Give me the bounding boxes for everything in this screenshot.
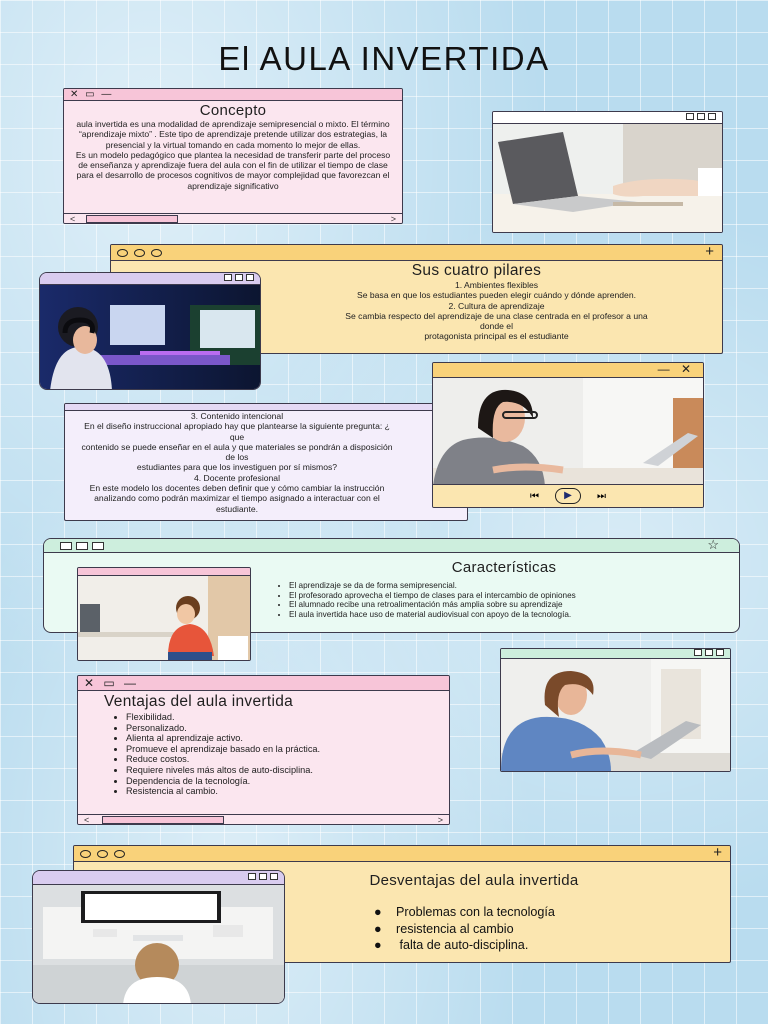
concepto-text-2: Es un modelo pedagógico que plantea la necesidad de transferir parte del proceso de enseñanza y aprendizaje fuera del aula con el fin de utilizar el tiempo de clase para el desarrollo de procesos cognitivos de mayor complejidad que favorezcan el aprendizaje significativo	[75, 149, 391, 191]
close-icon[interactable]	[708, 113, 716, 120]
plus-icon[interactable]: +	[705, 244, 714, 260]
scroll-right-icon[interactable]: >	[390, 213, 396, 224]
caracteristicas-list	[271, 581, 719, 619]
maximize-icon[interactable]	[705, 649, 713, 656]
bullet-icon: ●	[374, 938, 382, 952]
video-window	[432, 362, 704, 508]
pilares2-line: En el diseño instruccional apropiado hay que plantearse la siguiente pregunta: ¿ que	[84, 421, 390, 442]
concepto-text-1: aula invertida es una modalidad de aprendizaje semipresencial o mixto. El término “aprendizaje mixto” . Este tipo de aprendizaje pretende utilizar dos estrategias, la presencial y la virtual tomando en cada momento lo mejor de ellas.	[76, 119, 390, 150]
photo-window-boy	[77, 567, 251, 661]
photo-titlebar	[501, 649, 730, 659]
maximize-icon[interactable]	[697, 113, 705, 120]
pilares2-line: 3. Contenido intencional	[190, 411, 284, 421]
photo-window-gamer	[39, 272, 261, 390]
concepto-titlebar	[64, 89, 402, 101]
pilares-line: Se cambia respecto del aprendizaje de una clase centrada en el profesor a una donde el	[345, 310, 648, 332]
pilares2-line: estudiantes para que los investiguen por sí mismos?	[136, 462, 338, 473]
list-item: ● resistencia al cambio	[374, 921, 514, 936]
pilares-line: 1. Ambientes flexibles	[454, 280, 539, 290]
list-item: • El aprendizaje se da de forma semipresencial.	[289, 581, 719, 591]
maximize-icon[interactable]	[235, 274, 243, 281]
ventajas-list	[108, 712, 366, 797]
list-item: ● Problemas con la tecnología	[374, 905, 555, 919]
gamer-kid-photo	[40, 285, 261, 390]
list-item: ● falta de auto-disciplina.	[374, 938, 529, 952]
scroll-right-icon[interactable]: >	[437, 814, 443, 825]
window-controls-icon[interactable]: ✕ ▭ —	[70, 89, 114, 100]
list-item: • Dependencia de la tecnología.	[126, 776, 366, 787]
child-computer-photo	[33, 885, 285, 1004]
circle-icon[interactable]	[97, 850, 108, 858]
photo-titlebar	[493, 112, 722, 124]
list-item: • Flexibilidad.	[126, 712, 366, 723]
caracteristicas-heading: Características	[451, 559, 557, 576]
caracteristicas-titlebar	[44, 539, 739, 553]
close-icon[interactable]	[246, 274, 254, 281]
scroll-thumb[interactable]	[86, 215, 178, 223]
list-item: • Resistencia al cambio.	[126, 786, 366, 797]
ventajas-heading: Ventajas del aula invertida	[104, 693, 294, 710]
pilares2-titlebar	[65, 404, 467, 411]
video-controls	[433, 484, 703, 507]
desventajas-heading: Desventajas del aula invertida	[369, 872, 579, 889]
window-controls-icon[interactable]: — ✕	[657, 362, 695, 376]
scroll-left-icon[interactable]: <	[70, 213, 76, 224]
maximize-icon[interactable]	[259, 873, 267, 880]
scroll-left-icon[interactable]: <	[84, 814, 90, 825]
circle-icon[interactable]	[151, 249, 162, 257]
minimize-icon[interactable]	[686, 113, 694, 120]
circle-icon[interactable]	[114, 850, 125, 858]
pilares2-line: 4. Docente profesional	[194, 472, 280, 483]
play-icon[interactable]: ▶	[555, 488, 581, 504]
photo-window-laptop	[492, 111, 723, 233]
scroll-thumb[interactable]	[102, 816, 224, 824]
list-item: • Reduce costos.	[126, 754, 366, 765]
pilares-heading: Sus cuatro pilares	[411, 262, 542, 279]
minimize-icon[interactable]	[694, 649, 702, 656]
ventajas-titlebar	[78, 676, 449, 691]
pilares-line: 2. Cultura de aprendizaje	[448, 300, 545, 311]
pilares2-window	[64, 403, 468, 521]
minimize-icon[interactable]	[92, 542, 104, 550]
pilares-line: Se basa en que los estudiantes pueden elegir cuándo y dónde aprenden.	[356, 290, 637, 301]
concepto-window	[63, 88, 403, 224]
bullet-icon: ●	[374, 905, 382, 919]
bullet-icon: ●	[374, 921, 382, 936]
woman-writing-photo	[501, 659, 731, 771]
pilares2-line: contenido se puede enseñar en el aula y que materiales se pondrán a disposición de los	[81, 441, 393, 463]
list-item: • El profesorado aprovecha el tiempo de clases para el intercambio de opiniones	[289, 591, 719, 601]
photo-titlebar	[33, 871, 284, 885]
photo-titlebar	[78, 568, 250, 576]
maximize-icon[interactable]	[76, 542, 88, 550]
concepto-scrollbar[interactable]	[64, 213, 402, 223]
close-icon[interactable]	[270, 873, 278, 880]
list-item: • El aula invertida hace uso de material audiovisual con apoyo de la tecnología.	[289, 610, 719, 620]
pilares-line: protagonista principal es el estudiante	[424, 331, 569, 342]
page-title: El AULA INVERTIDA	[218, 40, 550, 77]
window-controls-icon[interactable]: ✕ ▭ —	[84, 676, 140, 690]
pilares2-line: En este modelo los docentes deben definir que y cómo cambiar la instrucción	[89, 483, 385, 494]
close-icon[interactable]	[716, 649, 724, 656]
circle-icon[interactable]	[80, 850, 91, 858]
list-item: • Promueve el aprendizaje basado en la práctica.	[126, 744, 366, 755]
woman-laptop-photo	[433, 378, 704, 486]
minimize-icon[interactable]	[248, 873, 256, 880]
list-item: • Requiere niveles más altos de auto-disciplina.	[126, 765, 366, 776]
photo-window-writing	[500, 648, 731, 772]
circle-icon[interactable]	[134, 249, 145, 257]
photo-window-child	[32, 870, 285, 1004]
laptop-typing-photo	[493, 124, 723, 233]
boy-desk-photo	[78, 576, 251, 661]
photo-titlebar	[40, 273, 260, 285]
list-item: • Alienta al aprendizaje activo.	[126, 733, 366, 744]
list-item: • Personalizado.	[126, 723, 366, 734]
previous-icon[interactable]: ⏮	[530, 490, 539, 502]
desventajas-titlebar	[74, 846, 730, 862]
list-item: • El alumnado recibe una retroalimentación más amplia sobre su aprendizaje	[289, 600, 719, 610]
circle-icon[interactable]	[117, 249, 128, 257]
minimize-icon[interactable]	[224, 274, 232, 281]
close-icon[interactable]	[60, 542, 72, 550]
video-titlebar	[433, 363, 703, 378]
star-icon[interactable]: ☆	[707, 538, 719, 552]
concepto-heading: Concepto	[199, 102, 267, 119]
ventajas-scrollbar[interactable]	[78, 814, 449, 824]
desventajas-list	[374, 904, 694, 954]
ventajas-window	[77, 675, 450, 825]
pilares-titlebar	[111, 245, 722, 261]
plus-icon[interactable]: +	[713, 845, 722, 861]
pilares2-line: analizando como podrán maximizar el tiempo asignado a interactuar con el estudiante.	[94, 493, 380, 514]
next-icon[interactable]: ⏭	[597, 490, 606, 502]
